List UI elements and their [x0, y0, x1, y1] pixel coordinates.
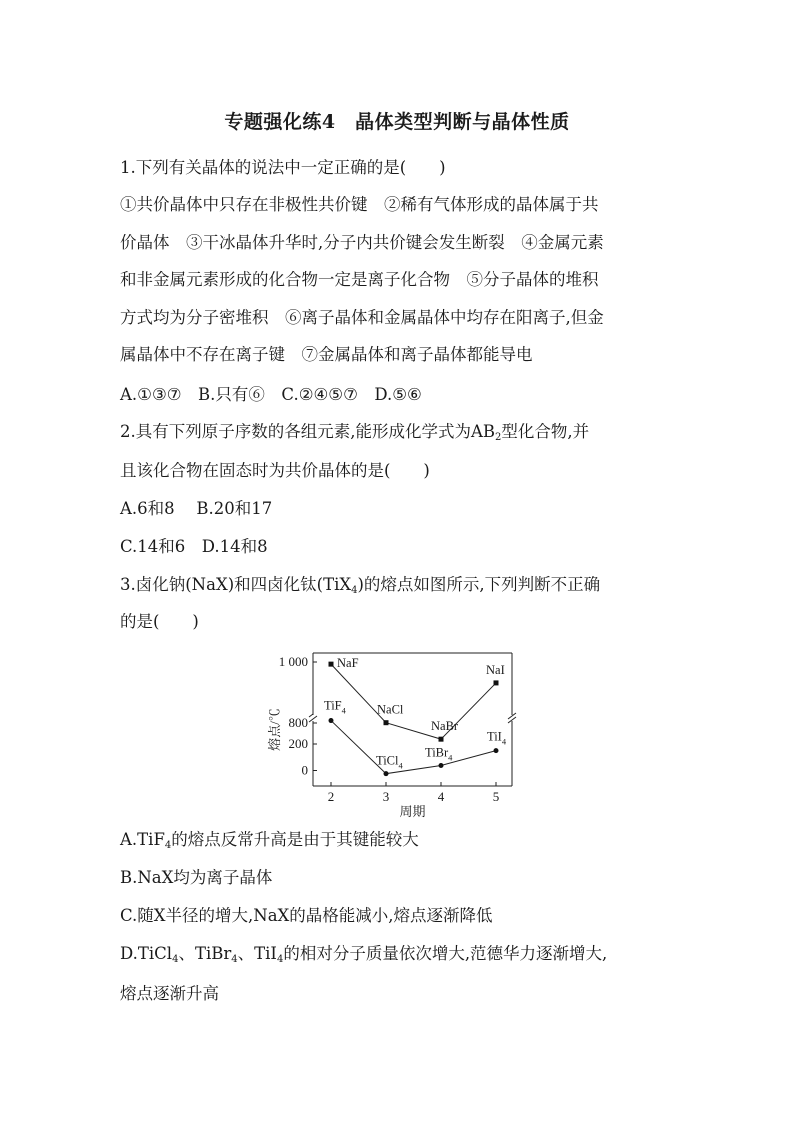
q2-line-1: [120, 421, 589, 449]
q2-line-1-tail: 型化合物,并: [501, 422, 590, 441]
q3-option-d-sub-1: 4: [172, 954, 179, 965]
x-tick-label: 5: [492, 789, 500, 804]
melting-point-chart: [265, 648, 525, 818]
q3-option-d-line-2: 熔点逐渐升高: [120, 984, 219, 1003]
q2-line-2: 且该化合物在固态时为共价晶体的是( ): [120, 461, 430, 480]
q3-option-d-part-1: D.TiCl: [120, 944, 173, 963]
q2-options-cd: C.14和6 D.14和8: [120, 537, 268, 556]
q1-line-4: 和非金属元素形成的化合物一定是离子化合物 ⑤分子晶体的堆积: [120, 270, 599, 289]
data-label: TiF$_4$: [324, 698, 346, 716]
x-tick-label: 3: [382, 789, 390, 804]
data-point: [439, 763, 444, 768]
page-title: 专题强化练4 晶体类型判断与晶体性质: [224, 111, 570, 133]
data-point: [494, 680, 499, 685]
data-label: NaBr: [431, 719, 459, 734]
q1-line-1: 1.下列有关晶体的说法中一定正确的是( ): [120, 158, 446, 177]
q3-option-d-sub-3: 4: [276, 954, 284, 965]
q3-option-a-text: A.TiF: [120, 830, 165, 849]
y-tick-label: 200: [288, 736, 308, 751]
data-label: TiCl$_4$: [376, 753, 403, 771]
series-line: [331, 664, 496, 739]
data-label: TiI$_4$: [487, 729, 507, 747]
q3-option-b: B.NaX均为离子晶体: [120, 868, 273, 887]
data-point: [384, 771, 389, 776]
data-label: NaCl: [377, 702, 404, 717]
q3-option-a-subscript: 4: [164, 840, 172, 851]
q3-option-c: C.随X半径的增大,NaX的晶格能减小,熔点逐渐降低: [120, 906, 493, 925]
y-tick-label: 1 000: [278, 654, 308, 669]
x-axis-label: 周期: [399, 804, 426, 818]
data-label: NaF: [337, 656, 359, 671]
q1-options: A.①③⑦ B.只有⑥ C.②④⑤⑦ D.⑤⑥: [120, 385, 422, 404]
q2-line-1-subscript: 2: [495, 432, 502, 443]
data-point: [439, 737, 444, 742]
q3-line-2: 的是( ): [120, 612, 199, 631]
series-line: [331, 721, 496, 774]
q2-line-1-text: 2.具有下列原子序数的各组元素,能形成化学式为AB: [120, 422, 496, 441]
q3-option-d-part-3: 、TiI: [237, 944, 277, 963]
data-point: [329, 718, 334, 723]
y-axis-label: 熔点/℃: [267, 708, 282, 751]
q3-option-d-part-2: 、TiBr: [178, 944, 232, 963]
q3-option-d-sub-2: 4: [231, 954, 238, 965]
x-tick-label: 2: [327, 789, 335, 804]
q1-line-3: 价晶体 ③干冰晶体升华时,分子内共价键会发生断裂 ④金属元素: [120, 233, 604, 252]
data-point: [329, 662, 334, 667]
q1-line-6: 属晶体中不存在离子键 ⑦金属晶体和离子晶体都能导电: [120, 345, 533, 364]
q1-line-5: 方式均为分子密堆积 ⑥离子晶体和金属晶体中均存在阳离子,但金: [120, 308, 604, 327]
q2-options-ab: A.6和8 B.20和17: [120, 499, 273, 518]
q3-line-1-text: 3.卤化钠(NaX)和四卤化钛(TiX: [120, 575, 352, 594]
q3-option-a-tail: 的熔点反常升高是由于其键能较大: [171, 830, 419, 849]
y-tick-label: 0: [301, 762, 308, 778]
data-point: [494, 748, 499, 753]
data-label: NaI: [486, 662, 505, 677]
q3-line-1: [120, 574, 600, 602]
x-tick-label: 4: [437, 789, 445, 804]
q3-line-1-subscript: 4: [351, 585, 358, 596]
y-tick-label: 800: [288, 715, 308, 730]
q3-option-d: [120, 943, 607, 971]
data-label: TiBr$_4$: [425, 745, 453, 763]
q3-line-1-tail: )的熔点如图所示,下列判断不正确: [357, 575, 601, 594]
q1-line-2: ①共价晶体中只存在非极性共价键 ②稀有气体形成的晶体属于共: [120, 195, 599, 214]
data-point: [384, 720, 389, 725]
q3-option-a: [120, 829, 419, 857]
q3-option-d-part-4: 的相对分子质量依次增大,范德华力逐渐增大,: [283, 944, 608, 963]
